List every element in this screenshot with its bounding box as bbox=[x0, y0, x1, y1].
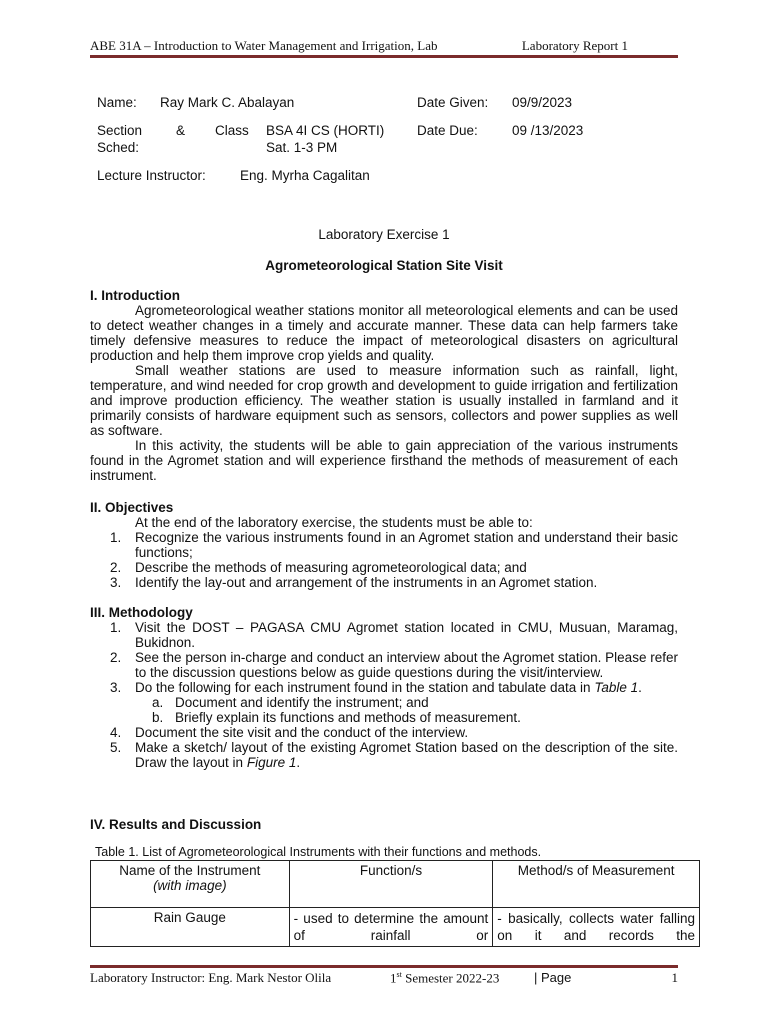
results-heading: IV. Results and Discussion bbox=[90, 817, 262, 832]
objectives-heading: II. Objectives bbox=[90, 500, 174, 515]
sched-value: Sat. 1-3 PM bbox=[266, 140, 338, 155]
instrument-function: - used to determine the amount of rainfall or bbox=[289, 908, 493, 947]
section-amp: & bbox=[176, 123, 186, 138]
list-item: 1. Recognize the various instruments found in an Agromet station and understand their basic functions; bbox=[110, 530, 678, 560]
course-title: ABE 31A – Introduction to Water Management and Irrigation, Lab bbox=[90, 38, 438, 53]
report-title: Laboratory Report 1 bbox=[521, 38, 628, 53]
results-section bbox=[90, 817, 678, 832]
introduction-heading: I. Introduction bbox=[90, 288, 180, 303]
date-due-value: 09 /13/2023 bbox=[512, 123, 584, 138]
instructor-value: Eng. Myrha Cagalitan bbox=[240, 168, 370, 183]
methodology-heading: III. Methodology bbox=[90, 605, 193, 620]
name-label: Name: bbox=[97, 95, 137, 110]
list-item: a. Document and identify the instrument; and bbox=[152, 695, 429, 710]
methodology-section bbox=[90, 605, 678, 770]
section-value: BSA 4I CS (HORTI) bbox=[266, 123, 385, 138]
intro-paragraph-2: Small weather stations are used to measure information such as rainfall, light, temperature, and wind needed for crop growth and development to guide irrigation and fertilization and improve production efficiency. The weather station is usually installed in farmland and it primarily consists of hardware equipment such as sensors, collectors and power supplies as well as software. bbox=[90, 363, 678, 438]
instrument-name: Rain Gauge bbox=[91, 908, 290, 947]
list-item: 4. Document the site visit and the conduct of the interview. bbox=[110, 725, 469, 740]
page-number: 1 bbox=[671, 970, 678, 985]
exercise-number: Laboratory Exercise 1 bbox=[318, 227, 450, 242]
date-due-label: Date Due: bbox=[417, 123, 478, 138]
section-label: Section bbox=[97, 123, 143, 138]
instructor-label: Lecture Instructor: bbox=[97, 168, 206, 183]
name-value: Ray Mark C. Abalayan bbox=[160, 95, 295, 110]
table-caption: Table 1. List of Agrometeorological Instruments with their functions and methods. bbox=[95, 845, 542, 859]
exercise-title: Agrometeorological Station Site Visit bbox=[265, 258, 503, 273]
date-given-value: 09/9/2023 bbox=[512, 95, 573, 110]
list-item: 2. See the person in-charge and conduct an interview about the Agromet station. Please refer to the discussion questions below as guide questions during the visit/interview. bbox=[110, 650, 678, 680]
list-item: 1. Visit the DOST – PAGASA CMU Agromet station located in CMU, Musuan, Maramag, Bukidnon. bbox=[110, 620, 678, 650]
instruments-table bbox=[90, 860, 700, 947]
list-item: 5. Make a sketch/ layout of the existing Agromet Station based on the description of the site. Draw the layout in Figure 1. bbox=[110, 740, 678, 770]
methodology-list-cont bbox=[90, 725, 678, 770]
list-item: 2. Describe the methods of measuring agrometeorological data; and bbox=[110, 560, 527, 575]
intro-paragraph-3: In this activity, the students will be able to gain appreciation of the various instruments found in the Agromet station and will experience firsthand the methods of measurement of each instrument. bbox=[90, 438, 678, 483]
methodology-list bbox=[90, 620, 678, 695]
introduction-section bbox=[90, 288, 678, 483]
instrument-method: - basically, collects water falling on it and records the bbox=[493, 908, 700, 947]
footer-rule bbox=[90, 965, 678, 968]
class-label: Class bbox=[215, 123, 249, 138]
page-label: | Page bbox=[534, 970, 572, 985]
objectives-section bbox=[90, 500, 678, 590]
table-row bbox=[91, 908, 700, 947]
intro-paragraph-1: Agrometeorological weather stations monitor all meteorological elements and can be used to detect weather changes in a timely and accurate manner. These data can help farmers take timely defensive measures to reduce the impact of meteorological disasters on agricultural production and help them improve crop yields and quality. bbox=[90, 303, 678, 363]
table-header-row bbox=[91, 861, 700, 908]
methodology-sublist bbox=[90, 695, 678, 725]
header-rule bbox=[90, 55, 678, 58]
list-item: 3. Identify the lay-out and arrangement of the instruments in an Agromet station. bbox=[110, 575, 598, 590]
objectives-list bbox=[90, 530, 678, 590]
page-header bbox=[90, 38, 678, 54]
list-item: 3. Do the following for each instrument found in the station and tabulate data in Table 1. bbox=[110, 680, 642, 695]
list-item: b. Briefly explain its functions and methods of measurement. bbox=[152, 710, 521, 725]
sched-label: Sched: bbox=[97, 140, 140, 155]
col-header-name: Name of the Instrument (with image) bbox=[91, 861, 290, 908]
col-header-method: Method/s of Measurement bbox=[493, 861, 700, 908]
objectives-intro: At the end of the laboratory exercise, the students must be able to: bbox=[135, 515, 533, 530]
date-given-label: Date Given: bbox=[417, 95, 489, 110]
col-header-function: Function/s bbox=[289, 861, 493, 908]
lab-instructor: Laboratory Instructor: Eng. Mark Nestor Olila bbox=[90, 970, 332, 985]
semester: 1st Semester 2022-23 bbox=[390, 970, 500, 986]
